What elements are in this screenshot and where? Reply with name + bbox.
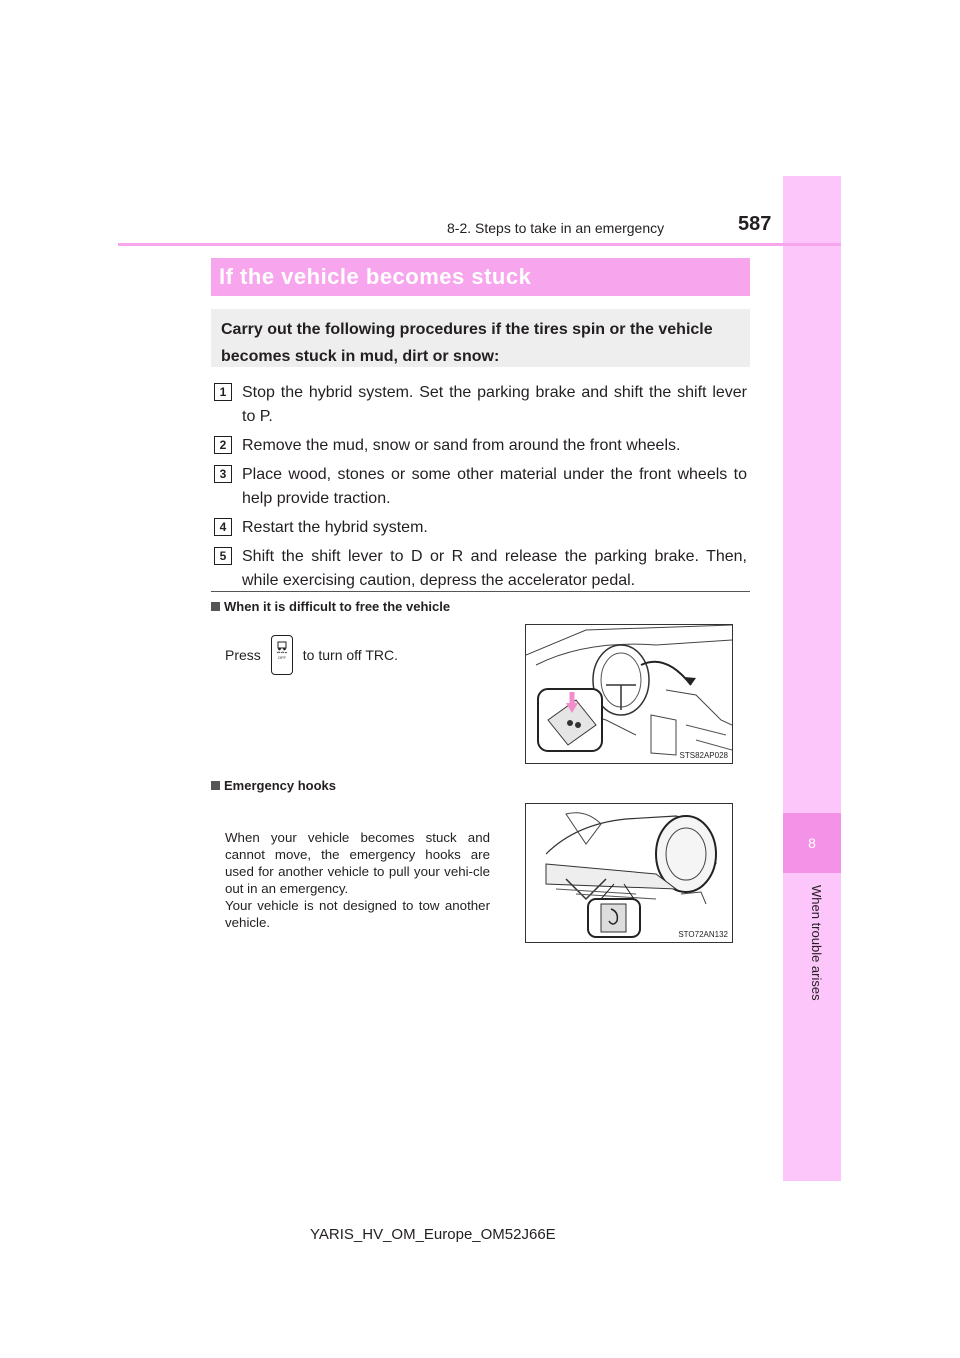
steps-list — [214, 381, 747, 598]
bullet-square-icon — [211, 781, 220, 790]
page-number: 587 — [738, 213, 772, 235]
step-text: Remove the mud, snow or sand from around the front wheels. — [242, 437, 681, 454]
chapter-label: When trouble arises — [809, 885, 824, 1001]
press-instruction — [225, 635, 398, 675]
svg-text:OFF: OFF — [277, 655, 286, 660]
intro-box — [211, 309, 750, 367]
step-text: Restart the hybrid system. — [242, 519, 428, 536]
chapter-tab[interactable] — [783, 813, 841, 873]
section-banner — [211, 258, 750, 296]
emergency-hooks-heading-text: Emergency hooks — [224, 778, 336, 793]
emergency-hooks-illustration — [525, 803, 733, 943]
step-item — [214, 463, 747, 511]
press-before-text: Press — [225, 647, 261, 663]
chapter-number: 8 — [808, 835, 816, 851]
side-tab — [783, 176, 841, 1181]
header-rule — [118, 243, 841, 246]
free-vehicle-heading-text: When it is difficult to free the vehicle — [224, 599, 451, 614]
trc-switch-illustration — [525, 624, 733, 764]
section-title: If the vehicle becomes stuck — [219, 264, 532, 289]
trc-off-switch-icon — [271, 635, 293, 675]
step-item — [214, 381, 747, 429]
step-number: 3 — [214, 465, 232, 483]
figure-code: STS82AP028 — [679, 751, 728, 760]
emergency-hooks-text: When your vehicle becomes stuck and cannot move, the emergency hooks are used for another vehicle to pull your vehi-cle out in an emergency. Your vehicle is not designed to tow another vehicle. — [225, 830, 490, 930]
step-text: Stop the hybrid system. Set the parking brake and shift the shift lever to P. — [242, 384, 747, 425]
step-number: 4 — [214, 518, 232, 536]
intro-text: Carry out the following procedures if the tires spin or the vehicle becomes stuck in mud, dirt or snow: — [221, 321, 713, 365]
step-number: 5 — [214, 547, 232, 565]
step-number: 2 — [214, 436, 232, 454]
figure-code: STO72AN132 — [678, 930, 728, 939]
step-text: Shift the shift lever to D or R and release the parking brake. Then, while exercising caution, depress the accelerator pedal. — [242, 548, 747, 589]
divider — [211, 591, 750, 592]
header-section-title: 8-2. Steps to take in an emergency — [447, 220, 665, 236]
emergency-hooks-heading — [211, 778, 336, 793]
bullet-square-icon — [211, 602, 220, 611]
free-vehicle-heading — [211, 599, 450, 614]
step-item — [214, 434, 747, 458]
step-text: Place wood, stones or some other material under the front wheels to help provide traction. — [242, 466, 747, 507]
press-after-text: to turn off TRC. — [302, 647, 398, 663]
step-item — [214, 545, 747, 593]
step-number: 1 — [214, 383, 232, 401]
footer-document-id: YARIS_HV_OM_Europe_OM52J66E — [310, 1226, 556, 1243]
step-item — [214, 516, 747, 540]
